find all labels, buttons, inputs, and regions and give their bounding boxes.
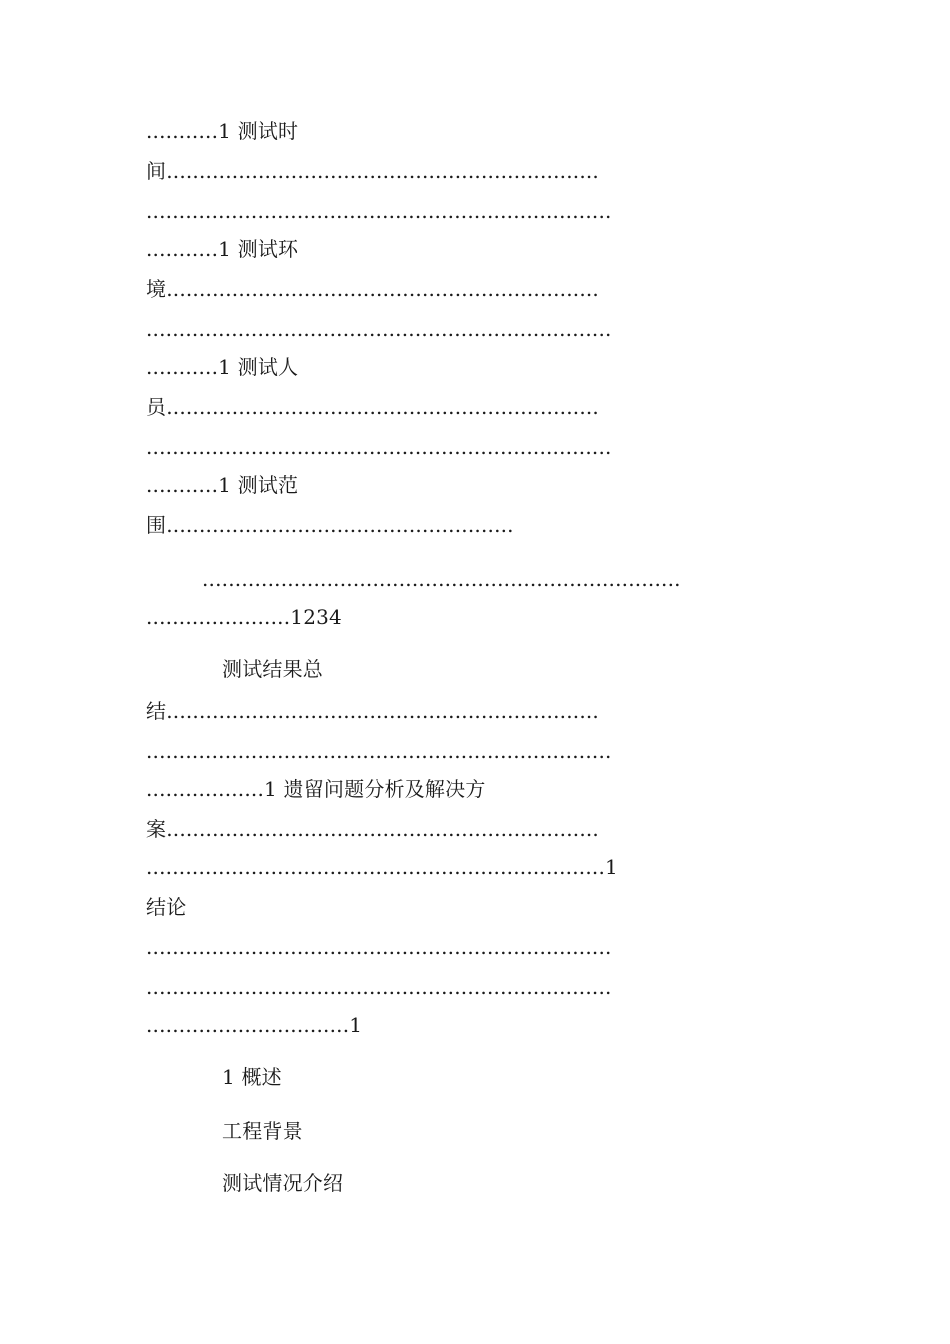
toc-line: ......................1234 bbox=[146, 605, 342, 629]
toc-line: ...........1 测试时 bbox=[146, 119, 299, 143]
toc-line: ......................................................................... bbox=[202, 567, 681, 591]
toc-line: 结论 bbox=[146, 895, 187, 919]
section-heading-background: 工程背景 bbox=[222, 1119, 303, 1143]
toc-line: ...........1 测试人 bbox=[146, 355, 299, 379]
toc-line: ....................................................................... bbox=[146, 199, 612, 223]
toc-line: 间.................................................................. bbox=[146, 159, 599, 183]
toc-line: 员.................................................................. bbox=[146, 395, 599, 419]
toc-line: 围..................................................... bbox=[146, 513, 514, 537]
toc-line: 境.................................................................. bbox=[146, 277, 599, 301]
toc-line: 结.................................................................. bbox=[146, 699, 599, 723]
toc-line: ....................................................................... bbox=[146, 435, 612, 459]
toc-line: ....................................................................... bbox=[146, 739, 612, 763]
section-heading-test-intro: 测试情况介绍 bbox=[222, 1171, 344, 1195]
toc-line: ....................................................................... bbox=[146, 975, 612, 999]
toc-line: 案.................................................................. bbox=[146, 817, 599, 841]
toc-line: ....................................................................... bbox=[146, 317, 612, 341]
toc-line: ...........1 测试环 bbox=[146, 237, 299, 261]
toc-line: ......................................................................1 bbox=[146, 855, 618, 879]
toc-line: ...............................1 bbox=[146, 1013, 363, 1037]
toc-line: ....................................................................... bbox=[146, 935, 612, 959]
toc-line: 测试结果总 bbox=[222, 657, 323, 681]
toc-line: ...........1 测试范 bbox=[146, 473, 299, 497]
toc-line: ..................1 遗留问题分析及解决方 bbox=[146, 777, 486, 801]
section-heading-overview: 1 概述 bbox=[222, 1065, 282, 1089]
